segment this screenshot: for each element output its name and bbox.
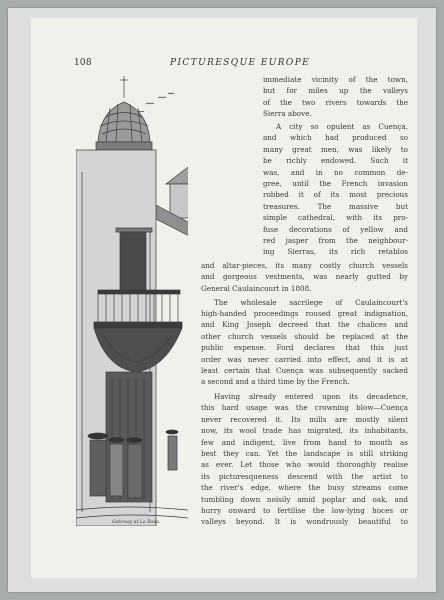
body-line: order was never carried into effect, and it is at [201,354,408,364]
body-line: The wholesale sacrilege of Caulaincourt's [214,297,408,307]
body-line: its picturesqueness descend with the artist to [201,471,408,481]
body-line: a second and a third time by the French. [201,377,350,387]
body-line: now, its wool trade has migrated, its inhabitants, [201,426,408,436]
illustration-caption: Gateway at La Roda. [112,520,161,525]
body-line: high-handed proceedings roused great indignation, [201,309,408,318]
body-line: never recovered it. Its mills are mostly silent [201,414,408,424]
page-number: 108 [74,58,92,68]
body-line: and altar-pieces, its many costly church vessels [201,261,408,270]
body-line: ing Sierras, its rich retablos [263,247,408,257]
body-line: Sierra above. [263,109,312,119]
body-line: and gorgeous vestments, was nearly gutted by [201,272,408,282]
body-line: of the two rivers towards the [263,97,408,107]
gateway-engraving [76,72,188,526]
body-line: A city so opulent as Cuença, [276,122,408,131]
body-line: red jasper from the neighbour- [263,236,408,245]
body-line: treasures. The massive but [263,201,408,211]
body-line: was, and in no common de- [263,167,408,177]
body-line: other church vessels should be replaced at the [201,331,408,341]
body-line: Having already entered upon its decadence, [214,392,408,401]
body-line: hurry onward to fertilise the low-lying hoces or [201,506,408,515]
body-line: this hard usage was the crowning blow—Cuença [201,403,408,413]
body-line: best they can. Yet the landscape is still striking [201,449,408,458]
body-line: many great men, was likely to [263,144,408,154]
body-line: immediate vicinity of the town, [263,75,408,84]
body-line: tumbling down noisily amid poplar and oak, and [201,494,408,504]
body-line: but for miles up the valleys [263,86,408,96]
body-line: robbed it of its most precious [263,190,408,200]
body-line: public expense. Ford declares that this just [201,343,408,353]
body-line: General Caulaincourt in 1808. [201,283,312,293]
body-line: as ever. Let those who would thoroughly realise [201,460,408,470]
body-line: the river's edge, where the busy streams come [201,483,408,493]
body-line: least certain that Cuença was subsequently sacked [201,366,408,375]
body-line: fuse decorations of yellow and [263,224,408,234]
body-line: few and indigent, live from hand to mouth as [201,437,408,447]
body-line: and King Joseph decreed that the chalices and [201,320,408,330]
body-line: simple cathedral, with its pro- [263,213,408,223]
body-line: be richly endowed. Such it [263,156,408,166]
body-line: valleys beyond. It is wondrously beautiful to [201,517,408,527]
body-line: gree, until the French invasion [263,179,408,188]
body-line: and which had produced so [263,133,408,143]
running-head: PICTURESQUE EUROPE [170,58,311,68]
